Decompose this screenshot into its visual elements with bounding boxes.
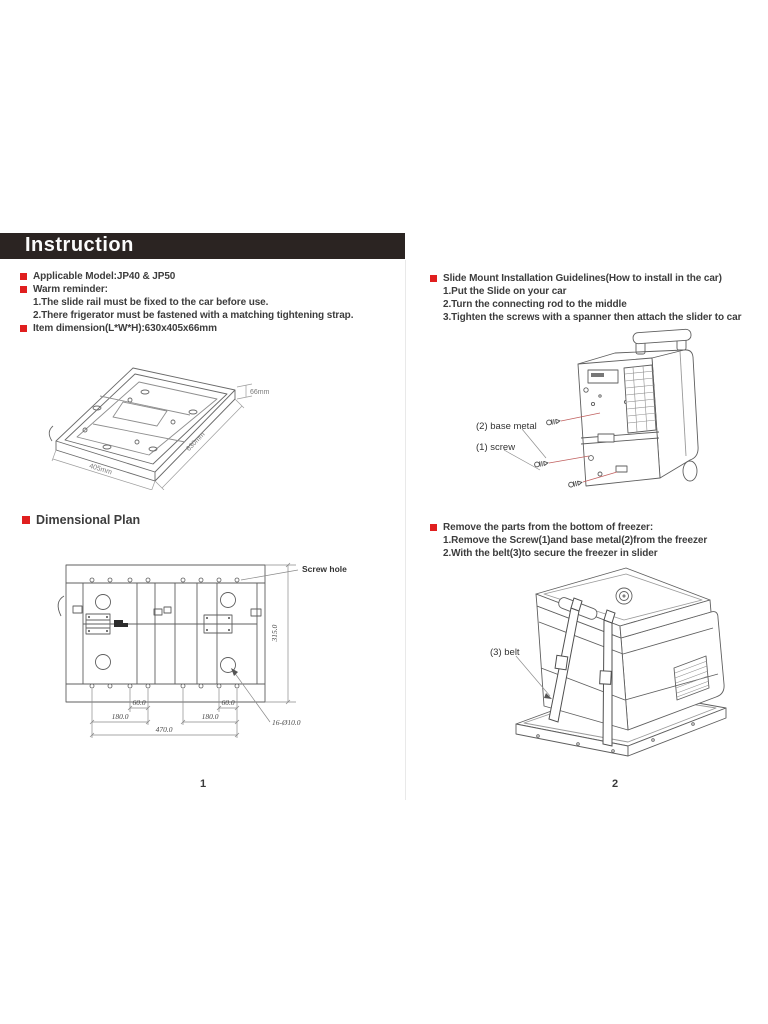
red-square-bullet-icon xyxy=(430,275,437,282)
red-square-bullet-icon xyxy=(22,516,30,524)
red-square-bullet-icon xyxy=(20,286,27,293)
page-number-left: 1 xyxy=(200,778,207,790)
belt-label: (3) belt xyxy=(490,647,520,658)
install-guidelines-list xyxy=(430,272,741,324)
red-square-bullet-icon xyxy=(20,273,27,280)
dim-180-right: 180.0 xyxy=(201,712,219,721)
screw-label: (1) screw xyxy=(476,442,516,453)
warm-reminder-step-2: 2.There frigerator must be fastened with a matching tightening strap. xyxy=(33,310,354,321)
upright-freezer-drawing xyxy=(440,328,740,518)
width-dim-label: 405mm xyxy=(88,462,113,477)
list-item-model xyxy=(20,270,353,283)
remove-heading-text: Remove the parts from the bottom of freezer: xyxy=(443,522,654,533)
applicable-model-text: Applicable Model:JP40 & JP50 xyxy=(33,271,176,282)
screw-icon xyxy=(546,418,560,425)
slide-rail-isometric-drawing xyxy=(45,350,270,490)
install-step-2: 2.Turn the connecting rod to the middle xyxy=(443,299,627,310)
dimensional-plan-heading xyxy=(22,513,140,527)
list-item-warm-reminder xyxy=(20,283,353,296)
left-info-list xyxy=(20,270,353,335)
install-step-1: 1.Put the Slide on your car xyxy=(443,286,567,297)
dim-60-right: 60.0 xyxy=(221,698,235,707)
dim-470-total: 470.0 xyxy=(155,725,173,734)
item-dimension-text: Item dimension(L*W*H):630x405x66mm xyxy=(33,323,217,334)
red-square-bullet-icon xyxy=(20,325,27,332)
hole-spec-label: 16-Ø10.0 xyxy=(272,718,301,727)
list-item-dimension xyxy=(20,322,353,335)
base-metal-label: (2) base metal xyxy=(476,421,537,432)
page-number-right: 2 xyxy=(612,778,619,790)
column-divider xyxy=(405,260,406,800)
screw-icon xyxy=(568,480,582,488)
caster-wheel xyxy=(683,461,697,481)
dim-60-left: 60.0 xyxy=(132,698,146,707)
remove-parts-list xyxy=(430,521,707,560)
warm-reminder-step-1: 1.The slide rail must be fixed to the car before use. xyxy=(33,297,269,308)
install-heading-text: Slide Mount Installation Guidelines(How to install in the car) xyxy=(443,273,722,284)
remove-step-1: 1.Remove the Screw(1)and base metal(2)from the freezer xyxy=(443,535,708,546)
dimensional-plan-title: Dimensional Plan xyxy=(36,513,141,527)
screw-icon xyxy=(534,460,548,467)
dim-315-side: 315.0 xyxy=(270,624,279,642)
warm-reminder-text: Warm reminder: xyxy=(33,284,108,295)
red-square-bullet-icon xyxy=(430,524,437,531)
list-item-remove-heading xyxy=(430,521,707,534)
dim-180-left: 180.0 xyxy=(111,712,129,721)
length-dim-label: 630mm xyxy=(185,431,207,453)
height-dim-label: 66mm xyxy=(250,389,270,396)
install-step-3: 3.Tighten the screws with a spanner then attach the slider to car xyxy=(443,312,742,323)
dimensional-plan-drawing xyxy=(40,552,370,757)
page-title: Instruction xyxy=(25,234,134,256)
screw-hole-label: Screw hole xyxy=(302,564,347,574)
remove-step-2: 2.With the belt(3)to secure the freezer in slider xyxy=(443,548,658,559)
chest-freezer-on-slider-drawing xyxy=(478,556,740,766)
list-item-install-heading xyxy=(430,272,741,285)
instruction-header-bar xyxy=(0,233,405,259)
